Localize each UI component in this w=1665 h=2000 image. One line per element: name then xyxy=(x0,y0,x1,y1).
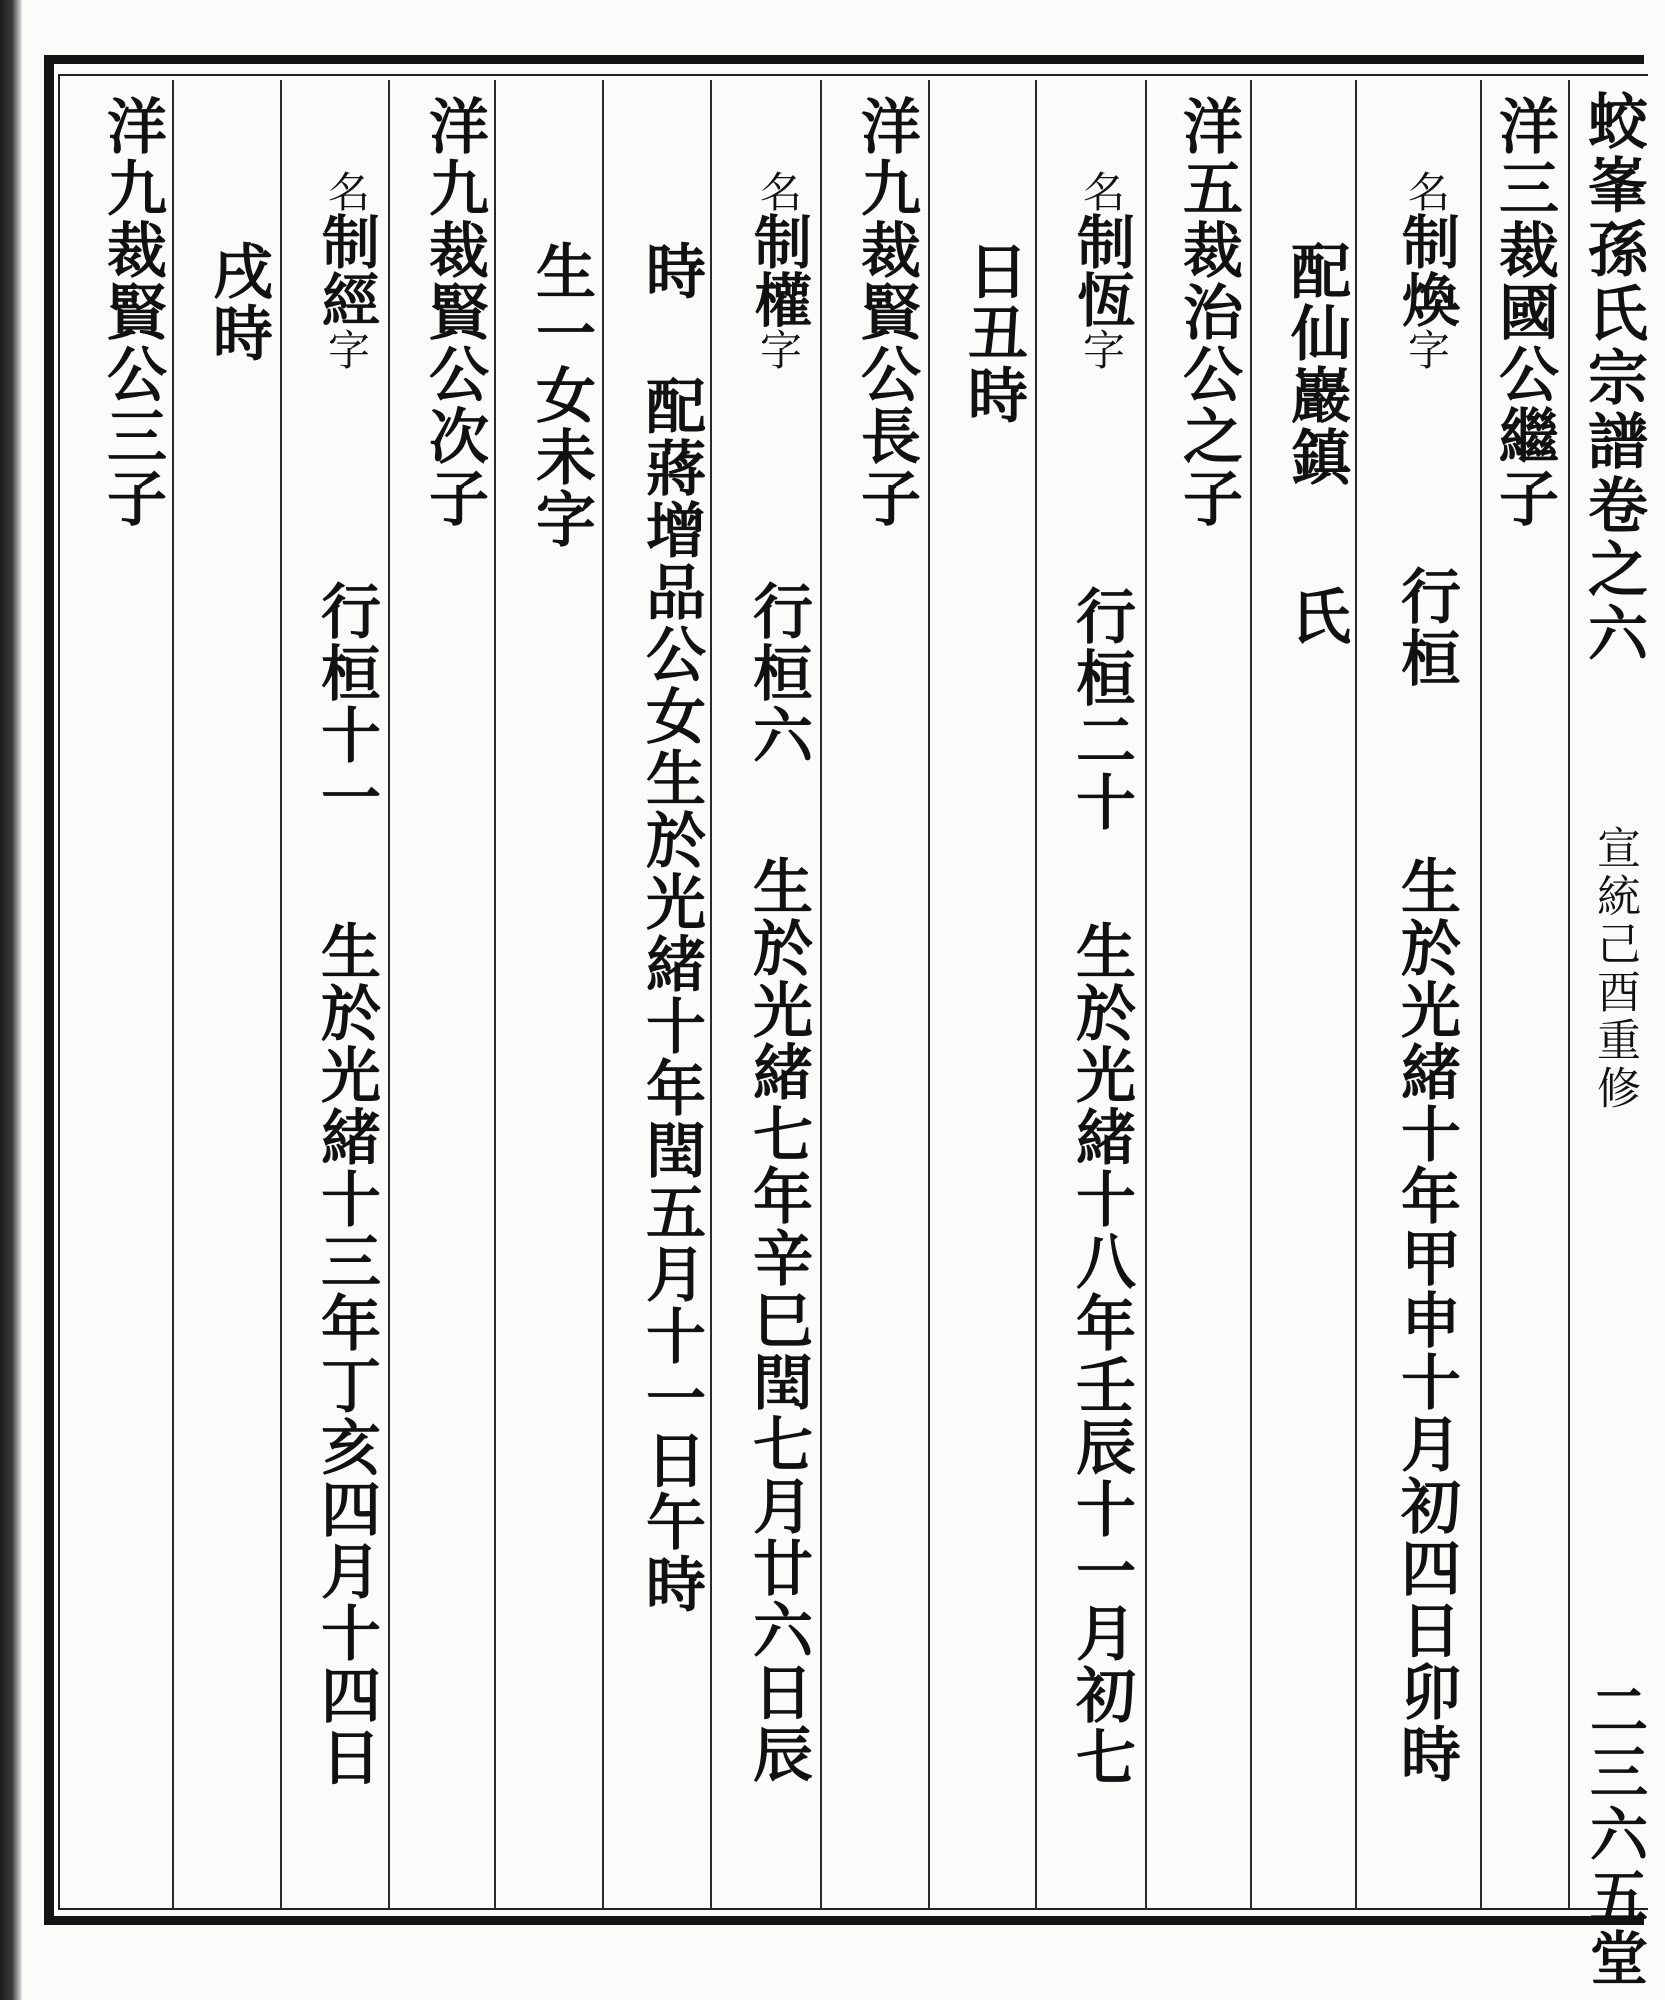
volume-label: 卷之六 xyxy=(1578,474,1648,666)
zi-mark: 字 xyxy=(1402,328,1451,370)
column-rule xyxy=(1568,80,1570,1910)
entry-name: 制煥 xyxy=(1392,212,1460,328)
column-rule xyxy=(1355,80,1357,1910)
name-mark: 名 xyxy=(1402,170,1451,212)
entry-birth: 生於光緒十年甲申十月初四日卯時 xyxy=(1391,855,1461,1785)
spouse-line: 配蔣增品公女生於光緒十年閏五月十一日午時 xyxy=(636,375,706,1615)
book-title xyxy=(1576,90,1648,666)
entry-rank: 行桓二十 xyxy=(1066,585,1136,833)
zi-mark: 字 xyxy=(1077,328,1126,370)
name-mark: 名 xyxy=(754,170,803,212)
column-rule xyxy=(928,80,930,1910)
name-mark: 名 xyxy=(322,170,371,212)
entry-name: 制權 xyxy=(744,212,812,328)
entry-rank: 行桓 xyxy=(1391,565,1461,689)
column-rule xyxy=(1145,80,1147,1910)
entry-birth: 生於光緒十八年壬辰十一月初七 xyxy=(1066,920,1136,1788)
entry-rank: 行桓六 xyxy=(743,580,813,766)
continuation-text: 時 xyxy=(636,240,706,302)
continuation-text: 戌時 xyxy=(203,240,273,364)
entry-birth: 生於光緒七年辛巳閏七月廿六日辰 xyxy=(743,855,813,1785)
column-rule xyxy=(494,80,496,1910)
entry-name-block xyxy=(300,170,380,370)
continuation-text: 日丑時 xyxy=(958,240,1028,426)
children-line: 生一女未字 xyxy=(526,240,596,550)
spouse-suffix: 氏 xyxy=(1281,585,1351,647)
column-rule xyxy=(710,80,712,1910)
entry-name-block xyxy=(1380,170,1460,370)
zi-mark: 字 xyxy=(322,328,371,370)
column-rule xyxy=(388,80,390,1910)
column-rule xyxy=(172,80,174,1910)
name-mark: 名 xyxy=(1077,170,1126,212)
hall-label: 二三六五堂 xyxy=(1580,1680,1648,1990)
book-gutter-shadow xyxy=(0,0,22,2000)
column-rule xyxy=(1250,80,1252,1910)
zi-mark: 字 xyxy=(754,328,803,370)
entry-heading: 洋九裁賢公長子 xyxy=(851,95,921,529)
entry-birth: 生於光緒十三年丁亥四月十四日 xyxy=(311,920,381,1788)
entry-heading: 洋九裁賢公三子 xyxy=(97,95,167,529)
spouse-line: 配仙巖鎮 xyxy=(1281,240,1351,488)
entry-rank: 行桓十一 xyxy=(311,580,381,828)
entry-heading: 洋五裁治公之子 xyxy=(1173,95,1243,529)
book-title-text: 蛟峯孫氏宗譜 xyxy=(1578,90,1648,474)
entry-name: 制經 xyxy=(312,212,380,328)
entry-name-block xyxy=(1055,170,1135,370)
column-rule xyxy=(1035,80,1037,1910)
entry-heading: 洋九裁賢公次子 xyxy=(419,95,489,529)
column-rule xyxy=(280,80,282,1910)
entry-heading: 洋三裁國公繼子 xyxy=(1489,95,1559,529)
column-rule xyxy=(602,80,604,1910)
margin-strip xyxy=(1572,80,1648,1990)
entry-name: 制恆 xyxy=(1067,212,1135,328)
edition-label: 宣統己酉重修 xyxy=(1589,825,1640,1113)
column-rule xyxy=(820,80,822,1910)
entry-name-block xyxy=(732,170,812,370)
